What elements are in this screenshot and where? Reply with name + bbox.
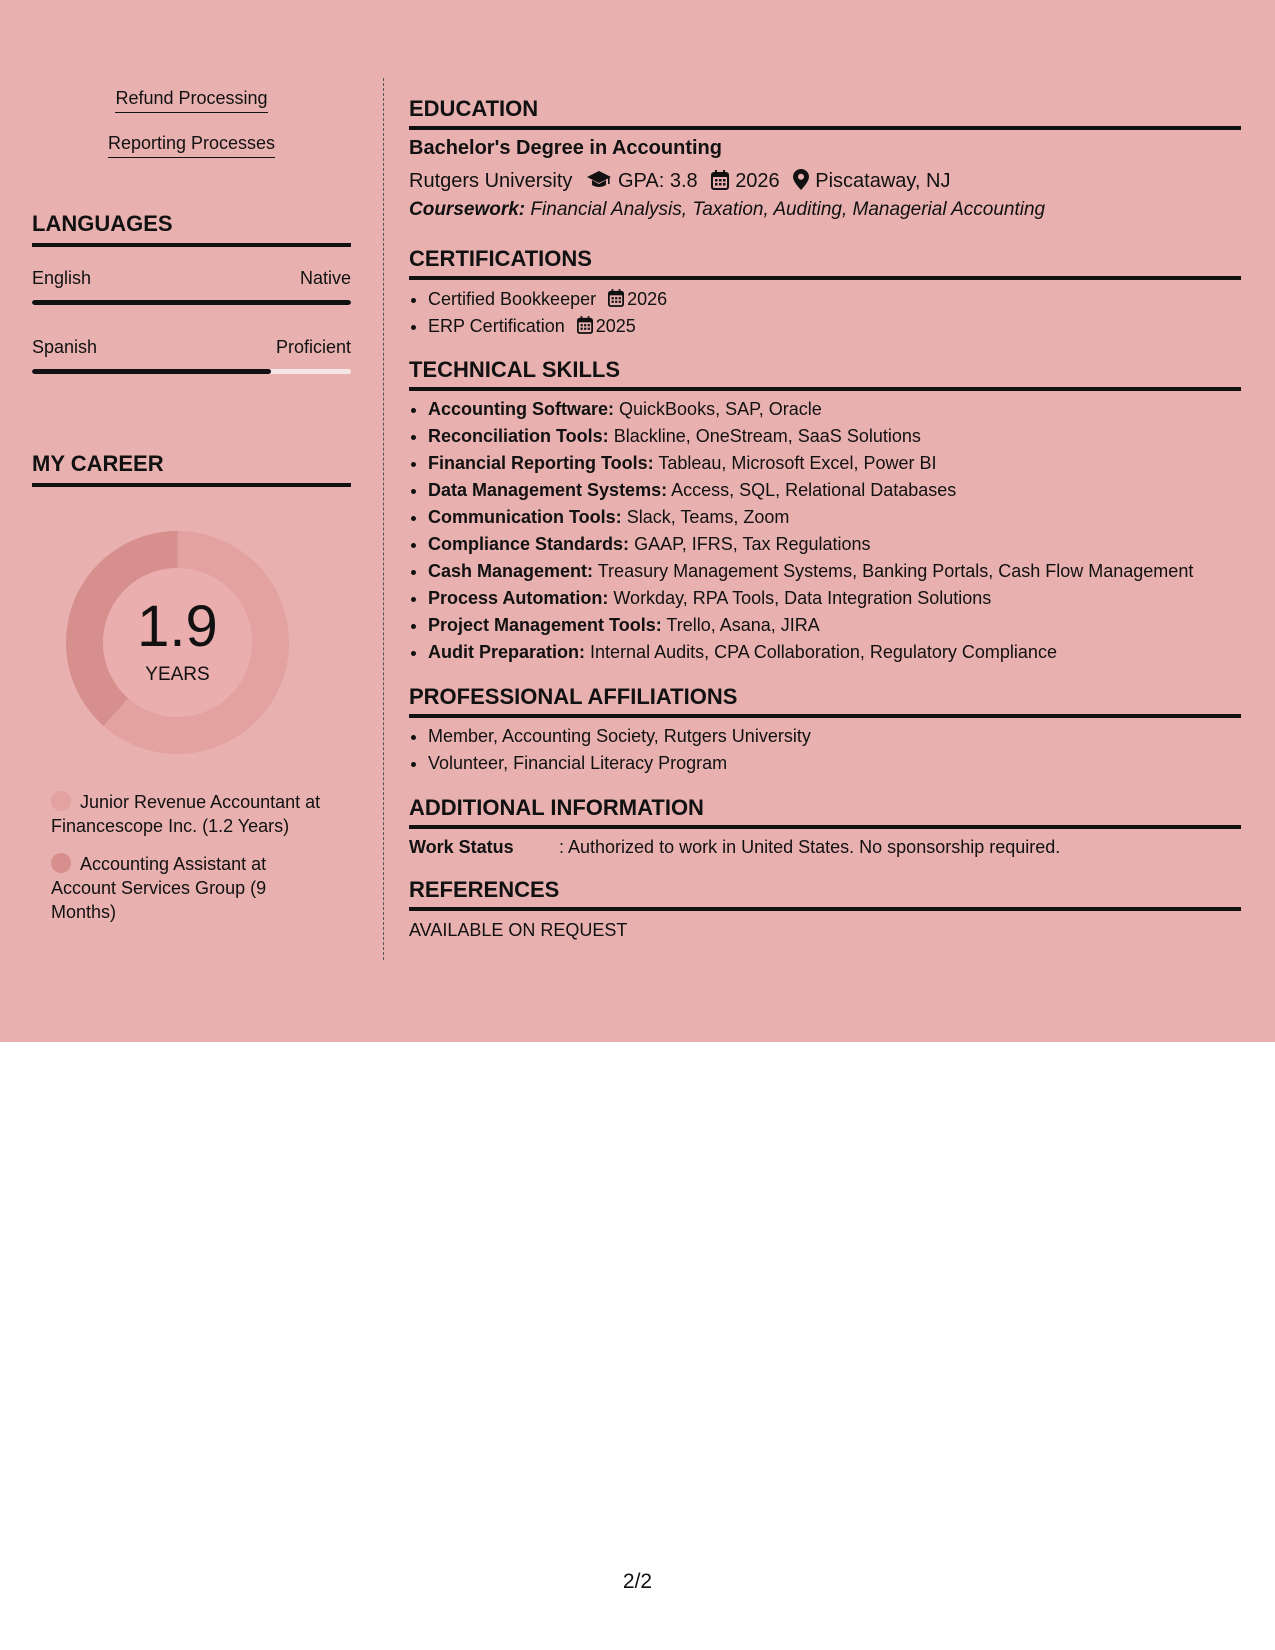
skill-item: Reporting Processes (32, 133, 351, 158)
affiliations-heading: PROFESSIONAL AFFILIATIONS (409, 684, 1241, 718)
list-item: • Cash Management: Treasury Management Systems, Banking Portals, Cash Flow Management (428, 558, 1193, 585)
list-item: • Compliance Standards: GAAP, IFRS, Tax Regulations (428, 531, 1193, 558)
language-proficiency-bar (32, 369, 351, 374)
calendar-icon (577, 315, 593, 342)
languages-heading: LANGUAGES (32, 211, 351, 247)
references-text: AVAILABLE ON REQUEST (409, 920, 628, 940)
list-item: • Volunteer, Financial Literacy Program (428, 750, 811, 777)
certifications-list (409, 286, 667, 340)
technical-skills-heading: TECHNICAL SKILLS (409, 357, 1241, 391)
graduation-cap-icon (586, 170, 612, 196)
list-item: • Accounting Software: QuickBooks, SAP, Oracle (428, 396, 1193, 423)
graduation-year: 2026 (735, 170, 780, 192)
list-item: • Data Management Systems: Access, SQL, Relational Databases (428, 477, 1193, 504)
career-entry (51, 790, 331, 838)
additional-info-heading: ADDITIONAL INFORMATION (409, 795, 1241, 829)
school-location: Piscataway, NJ (815, 170, 951, 192)
work-status: Work Status : Authorized to work in United States. No sponsorship required. (409, 837, 1061, 857)
coursework: Coursework: Financial Analysis, Taxation, Auditing, Managerial Accounting (409, 199, 1046, 220)
affiliations-list (409, 723, 811, 777)
language-name: English (32, 268, 92, 288)
language-proficiency-bar (32, 300, 351, 305)
list-item: • ERP Certification 2025 (428, 313, 667, 340)
list-item: • Financial Reporting Tools: Tableau, Microsoft Excel, Power BI (428, 450, 1193, 477)
language-level: Native (299, 268, 351, 288)
calendar-icon (608, 288, 624, 315)
career-entry-text: Accounting Assistant at Account Services Group (9 Months) (51, 854, 267, 922)
technical-skills-list (409, 396, 1193, 666)
career-total-unit: YEARS (145, 664, 210, 685)
language-proficiency-fill (32, 300, 351, 305)
column-divider (383, 78, 384, 960)
list-item: • Communication Tools: Slack, Teams, Zoom (428, 504, 1193, 531)
calendar-icon (711, 170, 729, 196)
career-legend-dot (51, 791, 71, 811)
list-item: • Member, Accounting Society, Rutgers University (428, 723, 811, 750)
education-details (409, 169, 950, 196)
references-heading: REFERENCES (409, 877, 1241, 911)
language-name: Spanish (32, 337, 98, 357)
list-item: • Audit Preparation: Internal Audits, CPA Collaboration, Regulatory Compliance (428, 639, 1193, 666)
career-heading: MY CAREER (32, 451, 351, 487)
skill-item: Refund Processing (32, 88, 351, 113)
career-entry-text: Junior Revenue Accountant at Financescope Inc. (1.2 Years) (51, 792, 321, 836)
degree-title: Bachelor's Degree in Accounting (409, 137, 722, 159)
certifications-heading: CERTIFICATIONS (409, 246, 1241, 280)
gpa: GPA: 3.8 (617, 170, 698, 192)
list-item: • Project Management Tools: Trello, Asana, JIRA (428, 612, 1193, 639)
location-pin-icon (793, 169, 809, 196)
list-item: • Process Automation: Workday, RPA Tools, Data Integration Solutions (428, 585, 1193, 612)
school-name: Rutgers University (409, 170, 573, 192)
career-total-value: 1.9 (137, 594, 218, 659)
page-number: 2/2 (622, 1570, 653, 1593)
list-item: • Certified Bookkeeper 2026 (428, 286, 667, 313)
language-level: Proficient (275, 337, 351, 357)
education-heading: EDUCATION (409, 96, 1241, 130)
career-legend-dot (51, 853, 71, 873)
list-item: • Reconciliation Tools: Blackline, OneStream, SaaS Solutions (428, 423, 1193, 450)
career-entry (51, 852, 331, 924)
language-proficiency-fill (32, 369, 271, 374)
